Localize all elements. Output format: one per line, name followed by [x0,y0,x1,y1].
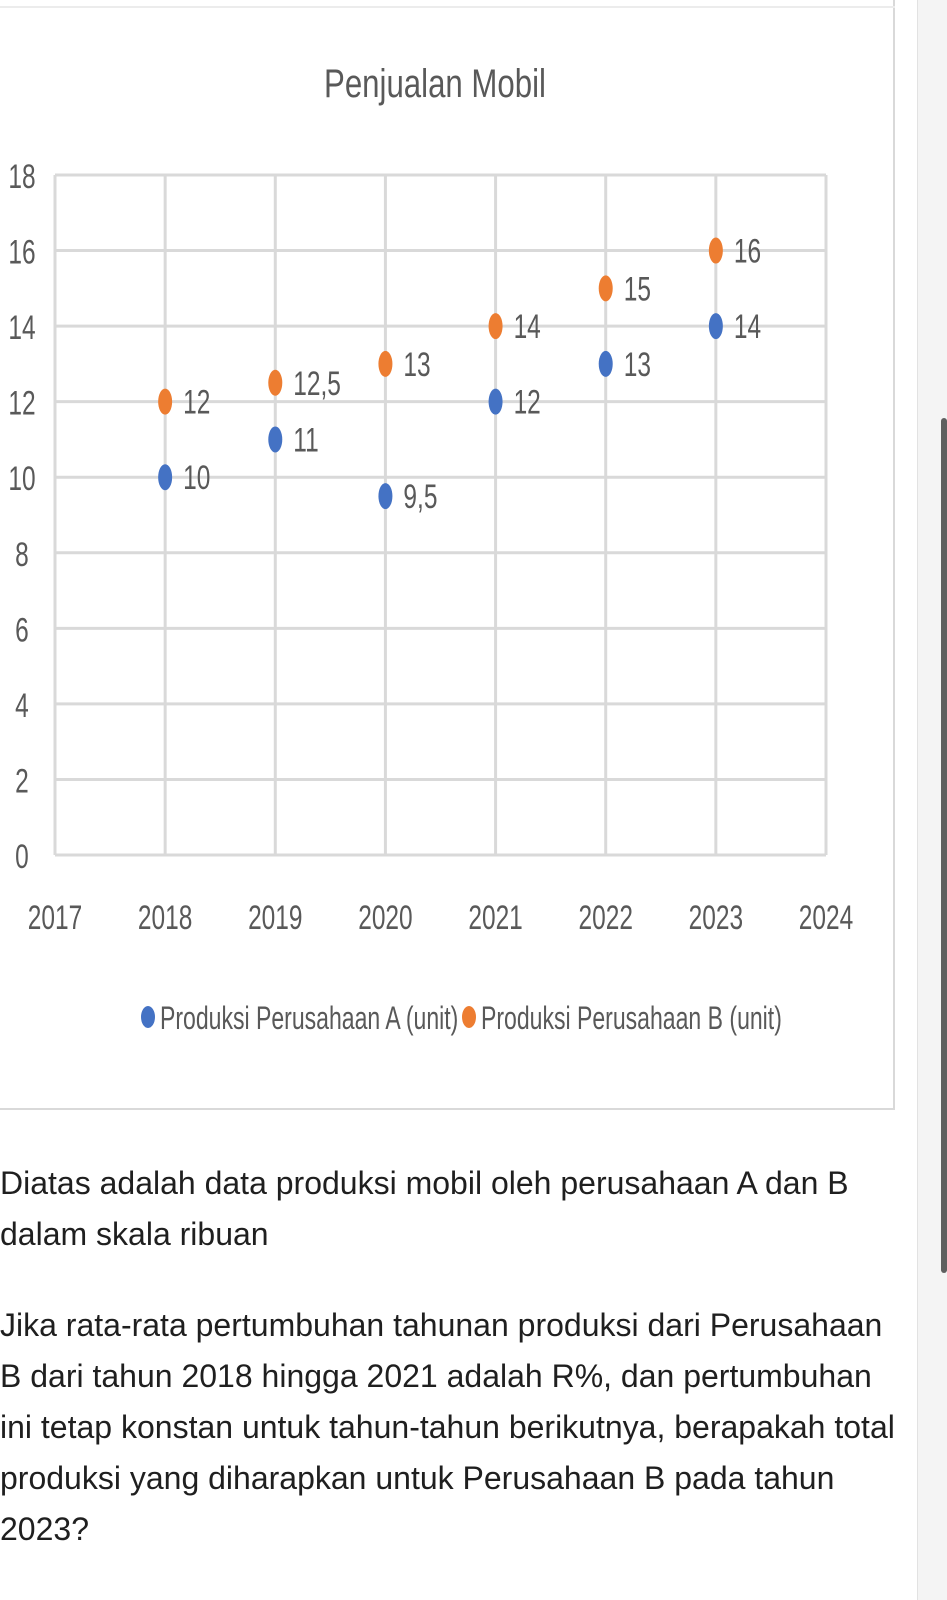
data-point-s1-2019 [268,426,282,452]
legend-label-s1: Produksi Perusahaan A (unit) [160,1000,459,1036]
data-label-s2-2018: 12 [183,383,211,422]
data-point-s1-2021 [489,389,503,415]
chart-title: Penjualan Mobil [324,61,546,106]
data-label-s1-2021: 12 [513,383,541,422]
data-point-s1-2022 [599,351,613,377]
x-tick-label-2022: 2022 [578,899,633,938]
legend-label-s2: Produksi Perusahaan B (unit) [481,1000,782,1036]
data-label-s2-2019: 12,5 [293,364,341,403]
y-tick-label-4: 4 [15,687,29,725]
data-label-s2-2020: 13 [403,346,431,384]
chart-legend [141,1000,782,1036]
data-label-s1-2018: 10 [183,459,211,498]
data-label-s1-2020: 9,5 [403,478,438,517]
y-tick-label-8: 8 [15,535,29,574]
data-point-s1-2023 [709,313,723,339]
x-tick-label-2019: 2019 [248,899,303,938]
axis-labels [8,158,853,937]
data-point-s2-2019 [268,370,282,396]
x-tick-label-2020: 2020 [358,899,413,938]
data-point-s2-2021 [489,313,503,339]
question-paragraph-problem: Jika rata-rata pertumbuhan tahunan produksi dari Perusahaan B dari tahun 2018 hingga 2021 adalah R%, dan pertumbuhan ini tetap konstan untuk tahun-tahun berikutnya, berapakah total produksi yang diharapkan untuk Perusahaan B pada tahun 2023? [0,1307,895,1547]
data-label-s1-2019: 11 [293,421,319,460]
y-tick-label-16: 16 [8,233,36,272]
y-tick-label-6: 6 [15,611,29,650]
y-tick-label-14: 14 [8,309,36,348]
legend-marker-s1 [141,1006,155,1028]
data-label-s1-2023: 14 [733,308,762,347]
data-label-s2-2022: 15 [623,270,651,309]
scrollbar-thumb[interactable] [941,418,947,1273]
x-tick-label-2023: 2023 [688,899,744,938]
y-tick-label-2: 2 [15,762,29,801]
question-paragraph-intro: Diatas adalah data produksi mobil oleh perusahaan A dan B dalam skala ribuan [0,1165,849,1252]
grid-lines [55,175,826,855]
data-label-s1-2022: 13 [623,346,651,384]
data-label-s2-2023: 16 [733,232,762,271]
x-tick-label-2021: 2021 [468,899,523,938]
data-label-s2-2021: 14 [513,308,541,347]
data-points [158,233,761,516]
y-tick-label-0: 0 [15,838,29,877]
question-text [0,1158,905,1595]
y-tick-label-12: 12 [8,384,36,423]
x-tick-label-2017: 2017 [27,899,83,938]
x-tick-label-2024: 2024 [798,899,854,938]
x-tick-label-2018: 2018 [137,899,193,938]
y-tick-label-10: 10 [8,460,36,499]
data-point-s1-2018 [158,464,172,490]
data-point-s2-2022 [599,275,613,301]
y-tick-label-18: 18 [8,158,36,197]
data-point-s2-2020 [378,351,392,377]
data-point-s2-2023 [709,238,723,264]
data-point-s1-2020 [378,483,392,509]
data-point-s2-2018 [158,389,172,415]
legend-marker-s2 [462,1006,476,1028]
